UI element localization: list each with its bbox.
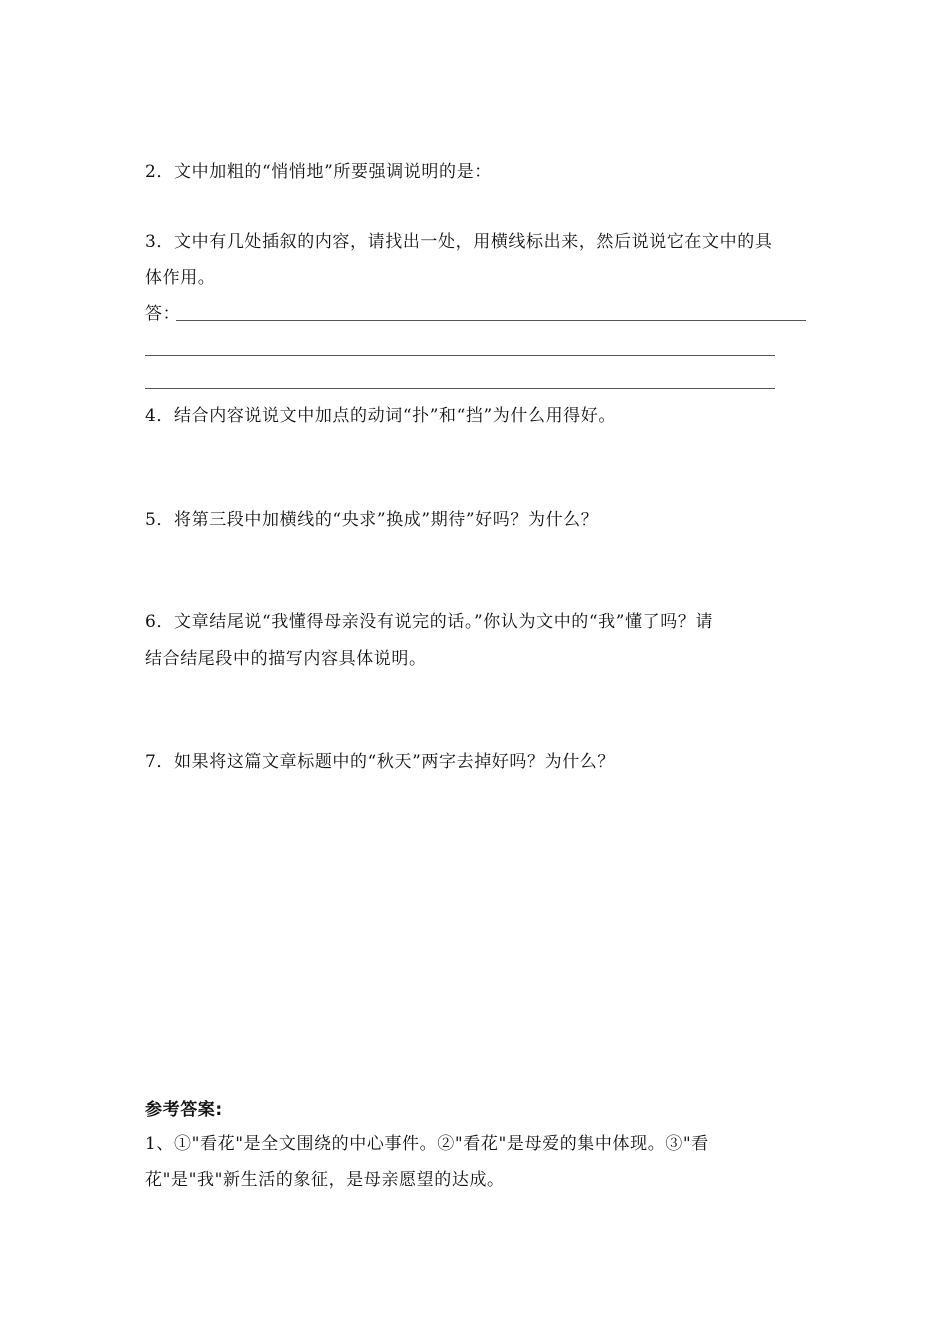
answer-line-3 [145,388,775,389]
question-6-line-2: 结合结尾段中的描写内容具体说明。 [145,649,427,669]
question-5: 5．将第三段中加横线的“央求”换成”期待”好吗？为什么？ [145,510,599,530]
question-3-line-1: 3．文中有几处插叙的内容，请找出一处，用横线标出来，然后说说它在文中的具 [145,232,773,252]
question-3-answer-label: 答： [145,304,181,324]
question-6-line-1: 6．文章结尾说“我懂得母亲没有说完的话。”你认为文中的“我”懂了吗？请 [145,612,714,632]
answer-line-1 [176,320,806,321]
question-2: 2．文中加粗的“悄悄地”所要强调说明的是： [145,162,492,182]
answer-1-line-2: 花"是"我"新生活的象征，是母亲愿望的达成。 [145,1170,505,1190]
reference-answers-heading: 参考答案: [145,1100,223,1120]
question-3-line-2: 体作用。 [145,268,216,288]
answer-1-line-1: 1、①"看花"是全文围绕的中心事件。②"看花"是母爱的集中体现。③"看 [145,1134,709,1154]
answer-line-2 [145,355,775,356]
question-4: 4．结合内容说说文中加点的动词“扑”和“挡”为什么用得好。 [145,406,616,426]
question-7: 7．如果将这篇文章标题中的“秋天”两字去掉好吗？为什么？ [145,752,615,772]
